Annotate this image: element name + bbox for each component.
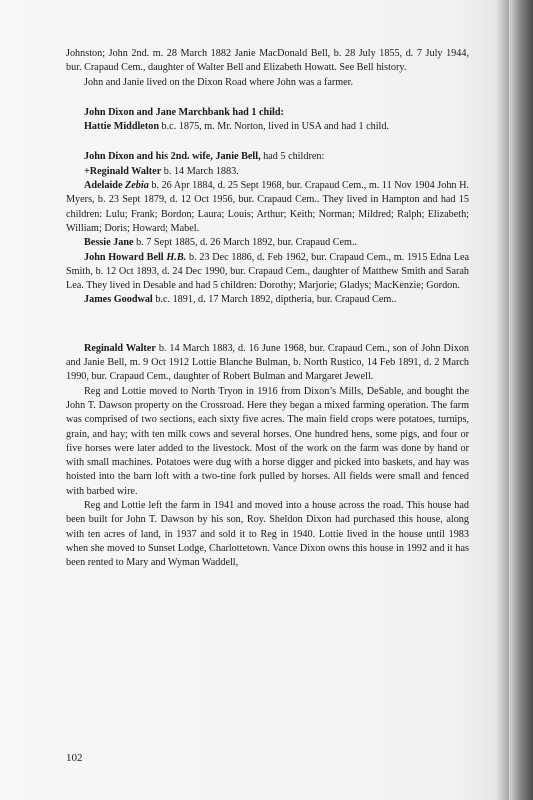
book-spine-shadow [509,0,533,800]
reginald-biography: Reginald Walter b. 14 March 1883, d. 16 June 1968, bur. Crapaud Cem., son of John Dixon and Janie Bell, m. 9 Oct 1912 Lottie Blanche Bulman, b. North Rustico, 14 Feb 1891, d. 2 March 1990, bur. Crapaud Cem., daughter of Robert Bulman and Margaret Jewell. [66,342,470,383]
paragraph-john-marriage: Johnston; John 2nd. m. 28 March 1882 Janie MacDonald Bell, b. 28 July 1855, d. 7 July 1944, bur. Crapaud Cem., daughter of Walter Bell and Elizabeth Howatt. See Bell history. [66,48,469,74]
child-john-howard: John Howard Bell H.B. b. 23 Dec 1886, d. Feb 1962, bur. Crapaud Cem., m. 1915 Edna Lea Smith, b. 12 Oct 1893, d. 24 Dec 1990, bur. Crapaud Cem., daughter of Matthew Smith and Sarah Lea. They lived in Desable and had 5 children: Dorothy; Marjorie; Gladys; MacKenzie; Gordon. [66,251,469,292]
child-bessie: Bessie Jane b. 7 Sept 1885, d. 26 March 1892, bur. Crapaud Cem.. [84,237,358,249]
child-james: James Goodwal b.c. 1891, d. 17 March 1892, diptheria, bur. Crapaud Cem.. [84,294,397,306]
heading-second-marriage: John Dixon and his 2nd. wife, Janie Bell, had 5 children: [84,151,325,163]
child-hattie: Hattie Middleton b.c. 1875, m. Mr. Norton, lived in USA and had 1 child. [84,121,390,133]
child-adelaide: Adelaide Zebia b. 26 Apr 1884, d. 25 Sept 1968, bur. Crapaud Cem., m. 11 Nov 1904 John H. Myers, b. 23 Sept 1879, d. 12 Oct 1956, bur. Crapaud Cem.. They lived in Hampton and had 15 children: Lulu; Frank; Bordon; Laura; Louis; Arthur; Keith; Norman; Mildred; Ralph; Elizabeth; William; Doris; Howard; Mabel. [66,180,469,234]
heading-first-marriage: John Dixon and Jane Marchbank had 1 child: [84,106,284,118]
child-reginald: +Reginald Walter b. 14 March 1883. [84,165,239,177]
page-text-body [66,47,469,571]
page-number: 102 [66,752,83,764]
reginald-house-paragraph: Reg and Lottie left the farm in 1941 and moved into a house across the road. This house had been built for John T. Dawson by his son, Roy. Sheldon Dixon had purchased this house, along with ten acres of land, in 1937 and sold it to Reg in 1940. Lottie lived in the house until 1983 when she moved to Sunset Lodge, Charlottetown. Vance Dixon owns this house in 1992 and it has been rented to Mary and Wyman Waddell, [66,500,469,569]
reginald-farm-paragraph: Reg and Lottie moved to North Tryon in 1916 from Dixon’s Mills, DeSable, and bought the John T. Dawson property on the Crossroad. Here they began a mixed farming operation. The farm was comprised of two sections, each sixty five acres. The main field crops were potatoes, turnips, grain, and hay; with ten milk cows and several horses. One hundred hens, some pigs, and four or five horses were later added to the livestock. Most of the work on the farm was done by hand or with small machines. Potatoes were dug with a horse digger and picked into baskets, and hay was hoisted into the barn loft with a two-tine fork pulled by horses. All fields were small and fenced with barbed wire. [66,385,469,497]
paragraph-dixon-road: John and Janie lived on the Dixon Road where John was a farmer. [84,76,354,88]
